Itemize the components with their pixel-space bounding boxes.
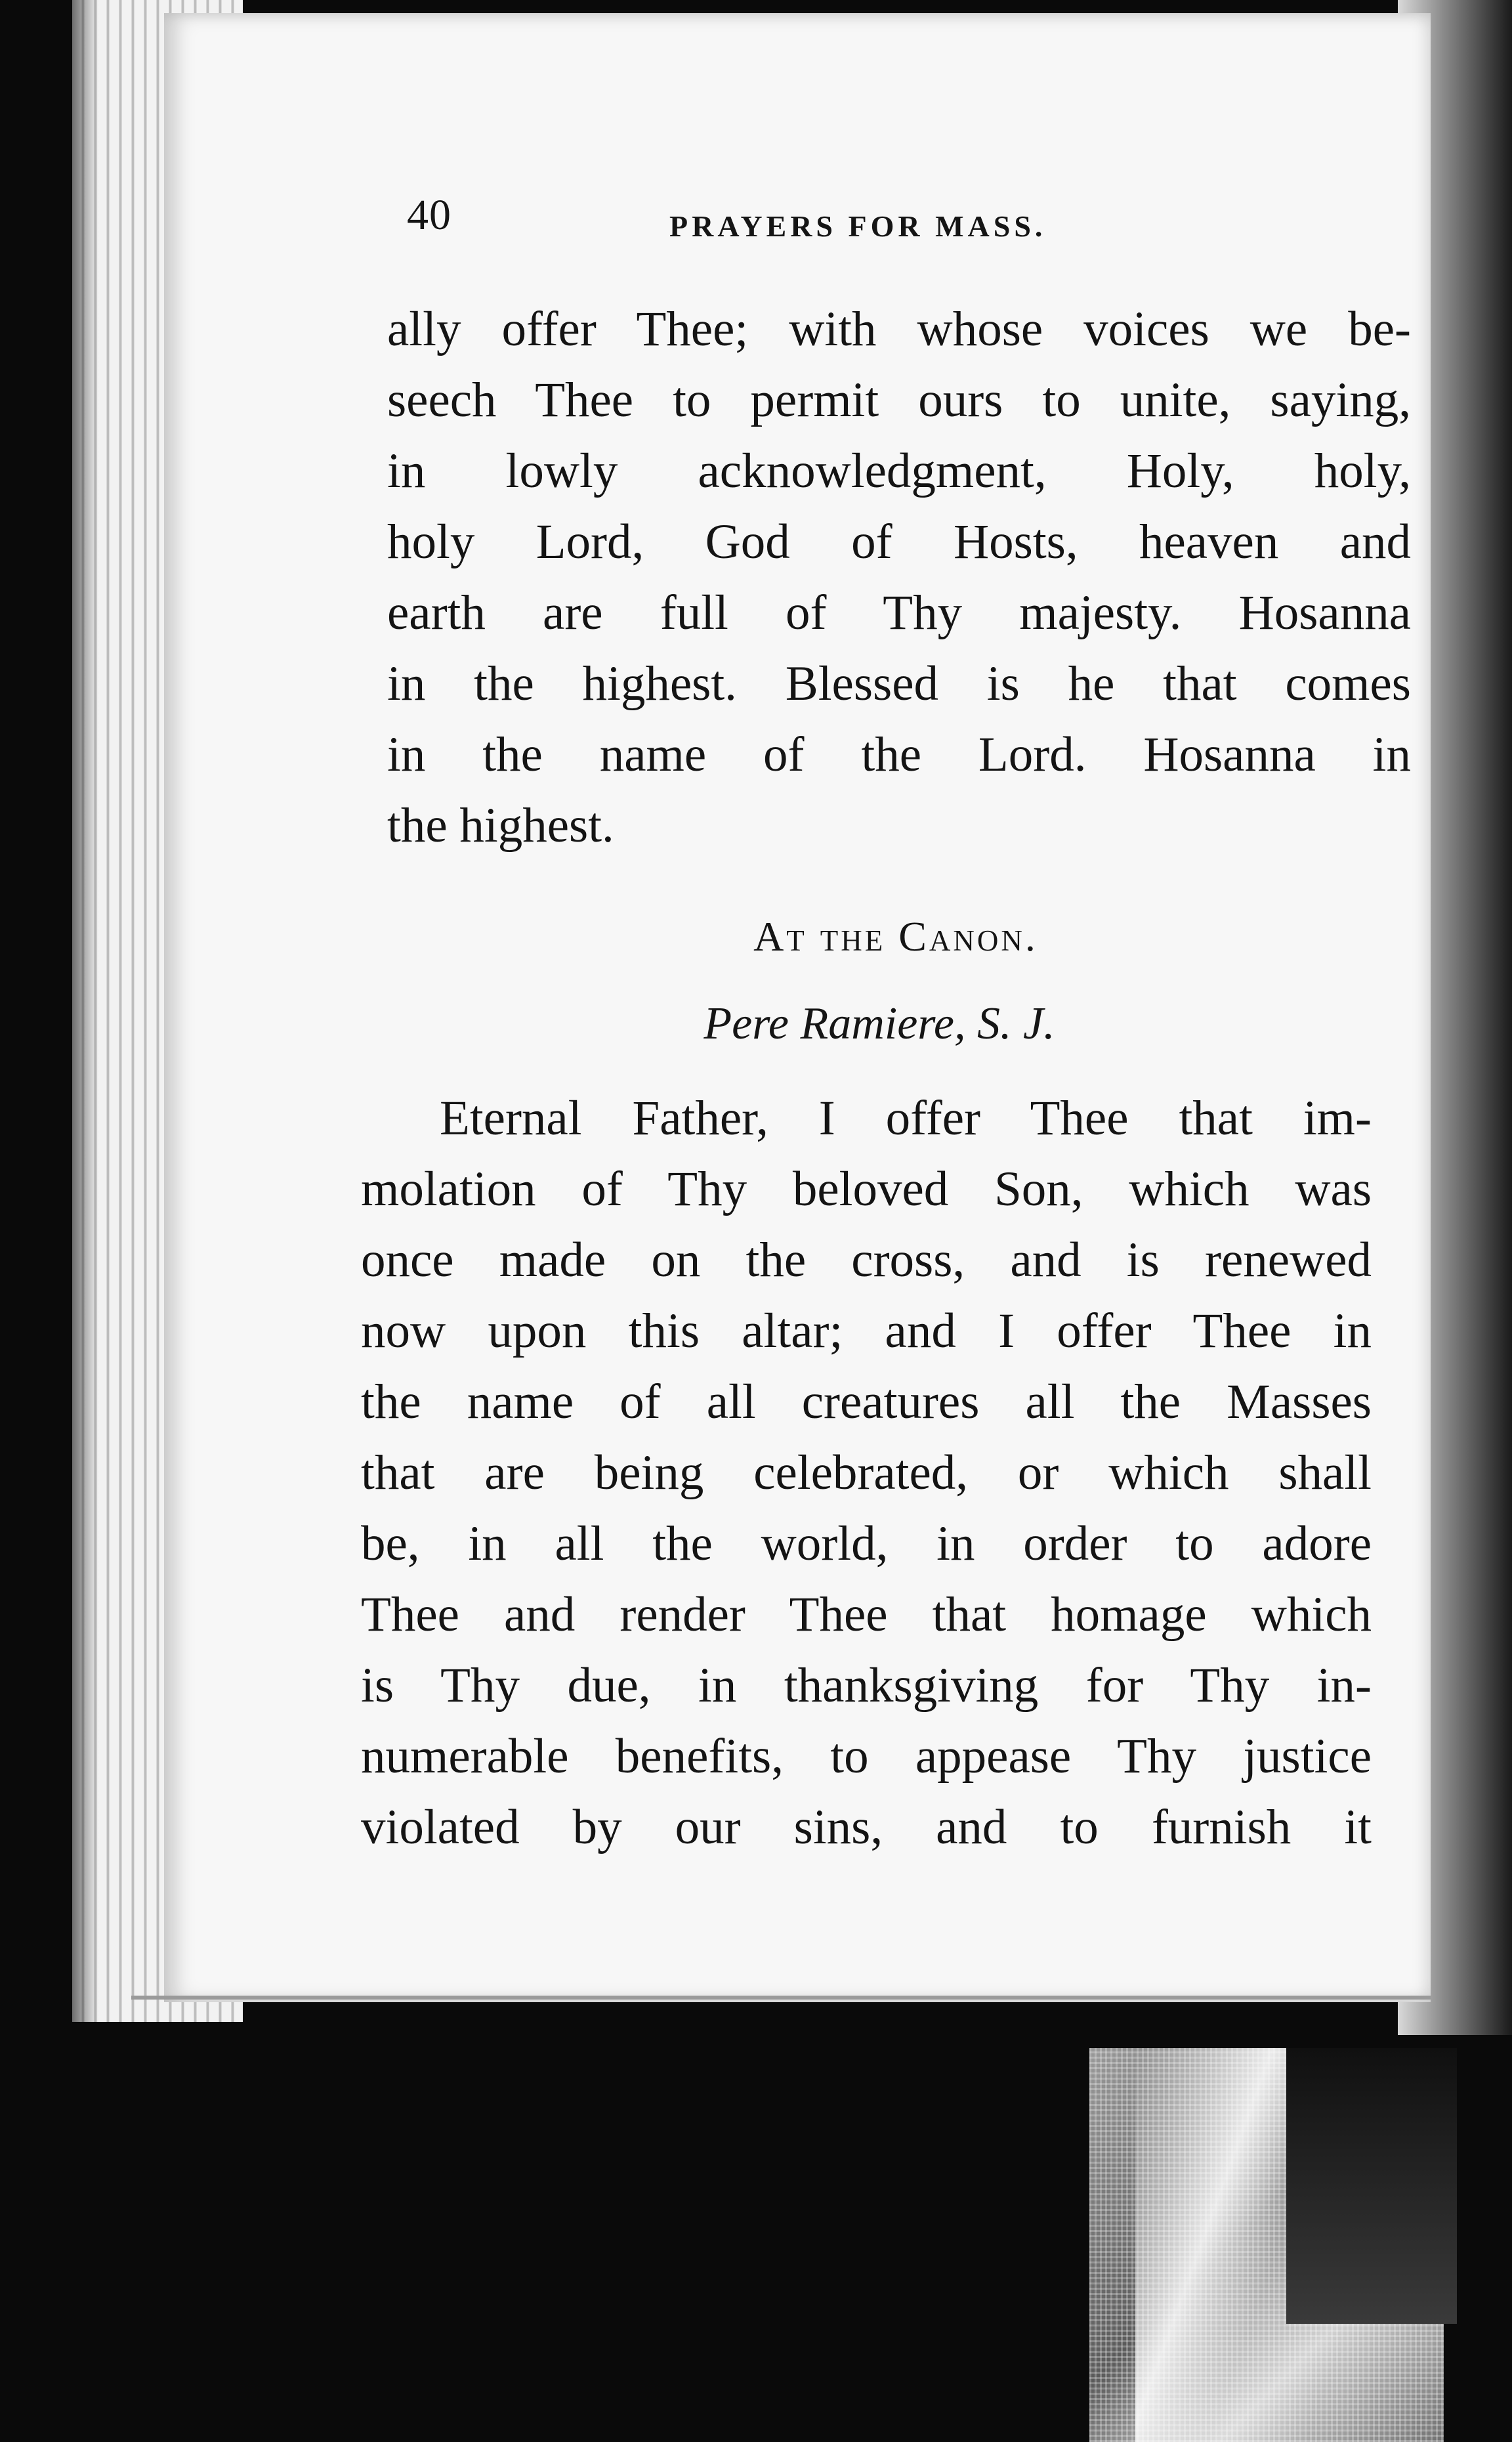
paragraph-sanctus bbox=[387, 294, 1411, 861]
text-line: be, in all the world, in order to adore bbox=[361, 1516, 1372, 1571]
text-line: is Thy due, in thanksgiving for Thy in- bbox=[361, 1658, 1372, 1713]
text-line: in lowly acknowledgment, Holy, holy, bbox=[387, 444, 1411, 498]
text-line: the name of all creatures all the Masses bbox=[361, 1375, 1372, 1429]
text-line: molation of Thy beloved Son, which was bbox=[361, 1162, 1372, 1216]
page-header bbox=[407, 190, 1175, 263]
dark-background-corner bbox=[1286, 2048, 1457, 2324]
text-line: in the name of the Lord. Hosanna in bbox=[387, 727, 1411, 782]
text-line: ally offer Thee; with whose voices we be- bbox=[387, 302, 1411, 356]
text-line: Thee and render Thee that homage which bbox=[361, 1587, 1372, 1642]
section-attribution: Pere Ramiere, S. J. bbox=[704, 998, 1055, 1049]
page-bottom-edge bbox=[131, 1996, 1431, 2000]
text-line: holy Lord, God of Hosts, heaven and bbox=[387, 515, 1411, 569]
text-line: numerable benefits, to appease Thy justice bbox=[361, 1729, 1372, 1784]
text-line: seech Thee to permit ours to unite, saying, bbox=[387, 373, 1411, 427]
section-heading: At the Canon. bbox=[753, 913, 1038, 960]
text-line: once made on the cross, and is renewed bbox=[361, 1233, 1372, 1287]
text-line: that are being celebrated, or which shall bbox=[361, 1446, 1372, 1500]
page-number: 40 bbox=[407, 191, 452, 239]
text-line: violated by our sins, and to furnish it bbox=[361, 1800, 1372, 1854]
text-line: the highest. bbox=[387, 798, 614, 853]
text-line: Eternal Father, I offer Thee that im- bbox=[440, 1091, 1372, 1146]
text-line: now upon this altar; and I offer Thee in bbox=[361, 1304, 1372, 1358]
running-head: PRAYERS FOR MASS. bbox=[669, 209, 1047, 243]
paragraph-canon-prayer bbox=[361, 1083, 1372, 1863]
text-line: in the highest. Blessed is he that comes bbox=[387, 656, 1411, 711]
text-line: earth are full of Thy majesty. Hosanna bbox=[387, 586, 1411, 640]
binding-shadow bbox=[72, 0, 98, 2022]
